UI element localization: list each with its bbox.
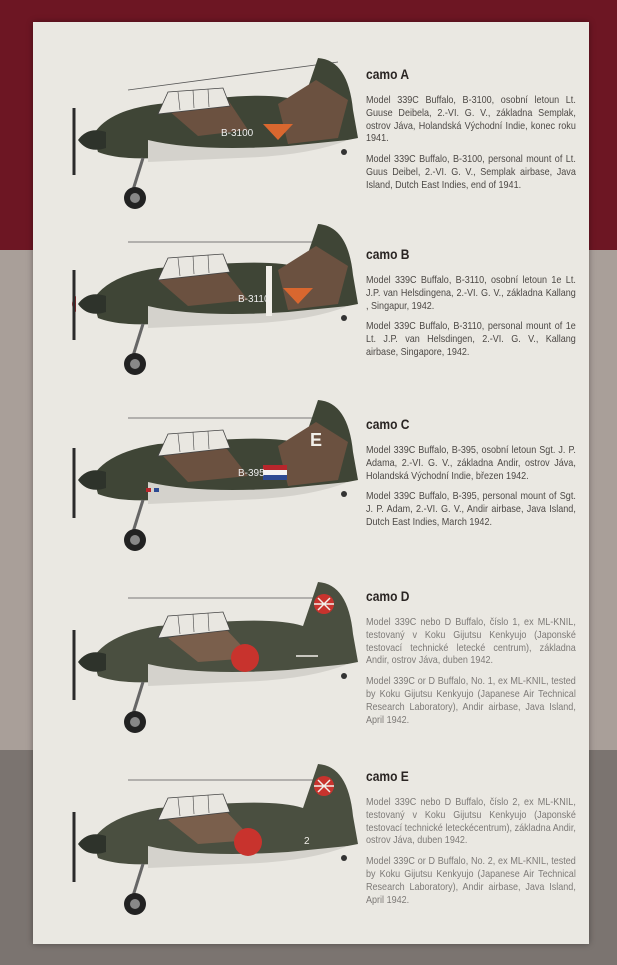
entry-text-cz: Model 339C Buffalo, B-395, osobní letoun Sgt. J. P. Adama, 2.-VI. G. V., základna Andir, ostrov Jáva, Holandská Východní Indie, březen 1942. — [366, 444, 576, 482]
entry-title: camo B — [366, 246, 410, 262]
camo-entry-a — [33, 40, 589, 220]
entry-text-cz: Model 339C nebo D Buffalo, číslo 1, ex ML-KNIL, testovaný v Koku Gijutsu Kenkyujo (Japonské testovací technické letecké centrum), základna Andir, ostrov Jáva, duben 1942. — [366, 616, 576, 667]
entry-description — [366, 588, 576, 734]
entry-description — [366, 246, 576, 367]
aircraft-marking: B-3110 — [238, 294, 270, 305]
aircraft-drawing — [74, 400, 358, 551]
entry-text-en: Model 339C or D Buffalo, No. 2, ex ML-KNIL, tested by Koku Gijutsu Kenkyujo (Japanese Air Technical Research Laboratory), Andir airbase, Java Island, April 1942. — [366, 855, 576, 906]
tail-letter: E — [310, 430, 323, 450]
entry-description — [366, 66, 576, 200]
camo-entry-e — [33, 742, 589, 922]
entry-text-cz: Model 339C nebo D Buffalo, číslo 2, ex ML-KNIL, testovaný v Koku Gijutsu Kenkyujo (Japonské testovací technické leteckécentrum), základna Andir, ostrov Jáva, duben 1942. — [366, 796, 576, 847]
entry-title: camo A — [366, 66, 410, 82]
entry-title: camo E — [366, 768, 409, 784]
camo-entry-c — [33, 390, 589, 570]
aircraft-drawing — [74, 582, 358, 733]
entry-text-cz: Model 339C Buffalo, B-3110, osobní letoun 1e Lt. J.P. van Helsdingena, 2.-VI. G. V., základna Kallang , Singapur, 1942. — [366, 274, 576, 312]
aircraft-profile-d — [48, 562, 368, 742]
camo-entry-d — [33, 562, 589, 742]
camo-entry-b — [33, 220, 589, 400]
entry-description — [366, 416, 576, 537]
entry-text-en: Model 339C or D Buffalo, No. 1, ex ML-KNIL, tested by Koku Gijutsu Kenkyujo (Japanese Air Technical Research Laboratory), Andir airbase, Java Island, April 1942. — [366, 675, 576, 726]
aircraft-drawing — [72, 224, 358, 375]
entry-text-en: Model 339C Buffalo, B-3110, personal mount of 1e Lt. J.P. van Helsdingen, 2.-VI. G. V., Kallang airbase, Singapore, 1942. — [366, 320, 576, 358]
instruction-card — [33, 22, 589, 944]
entry-title: camo C — [366, 416, 410, 432]
aircraft-drawing — [74, 58, 358, 209]
entry-title: camo D — [366, 588, 410, 604]
aircraft-profile-e — [48, 742, 368, 922]
entry-description — [366, 768, 576, 914]
aircraft-marking: 2 — [304, 836, 310, 847]
entry-text-en: Model 339C Buffalo, B-3100, personal mount of Lt. Guus Deibel, 2.-VI. G. V., Semplak airbase, Java Island, Dutch East Indies, end of 1941. — [366, 153, 576, 191]
entry-text-en: Model 339C Buffalo, B-395, personal mount of Sgt. J. P. Adam, 2.-VI. G. V., Andir airbase, Java Island, Dutch East Indies, March 1942. — [366, 490, 576, 528]
aircraft-profile-a — [48, 40, 368, 220]
aircraft-profile-b — [48, 220, 368, 400]
aircraft-drawing — [74, 764, 358, 915]
entry-text-cz: Model 339C Buffalo, B-3100, osobní letoun Lt. Guuse Deibela, 2.-VI. G. V., základna Semplak, ostrov Jáva, Holandská Východní Indie, konec roku 1941. — [366, 94, 576, 145]
aircraft-profile-c — [48, 390, 368, 570]
aircraft-marking: B-3100 — [221, 128, 254, 139]
aircraft-marking: B-395 — [238, 468, 265, 479]
